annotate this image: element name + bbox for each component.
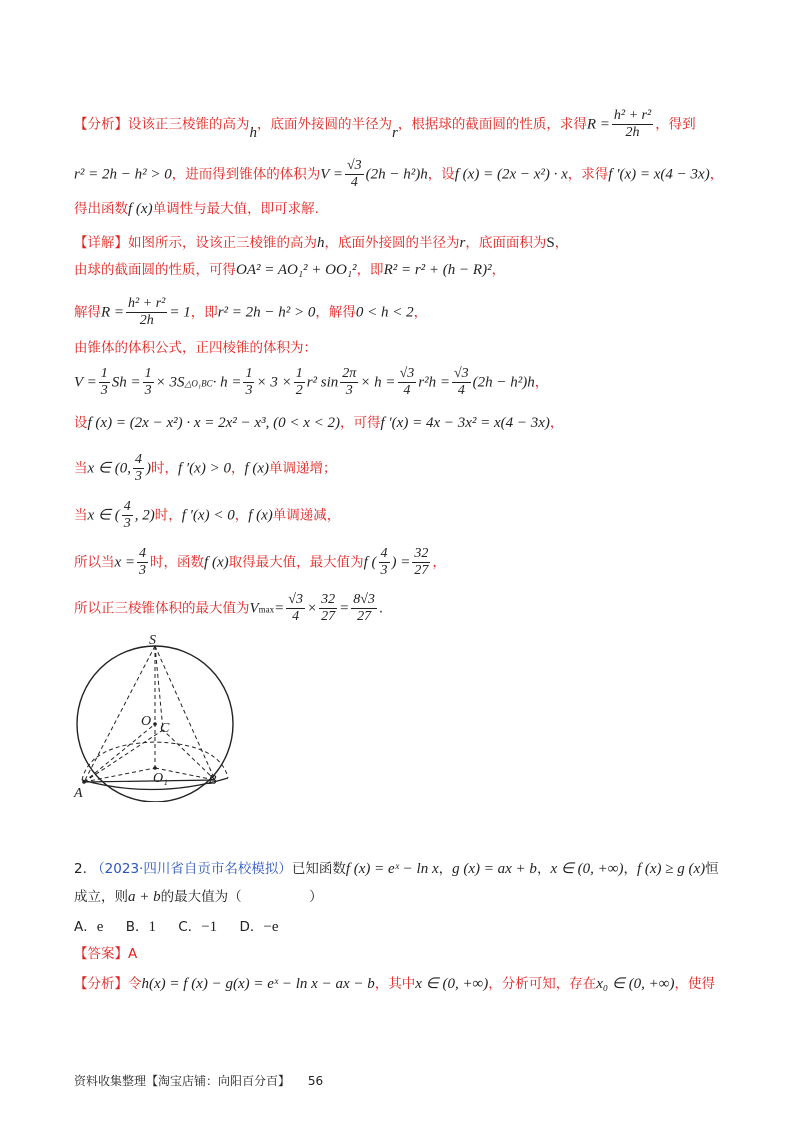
text: 得出函数	[74, 201, 128, 217]
denominator: 27	[321, 609, 336, 624]
numerator: √3	[399, 366, 415, 381]
fraction	[351, 592, 377, 625]
detail-line-9	[74, 414, 563, 432]
fraction	[243, 366, 254, 399]
text: 已知函数	[291, 861, 346, 877]
denominator: 27	[414, 563, 429, 578]
text: ，	[413, 304, 428, 321]
text: 当	[74, 507, 88, 524]
option-D[interactable]	[239, 919, 278, 935]
math: f (x)	[204, 554, 229, 571]
question-2-options	[74, 918, 279, 936]
math: x ∈ (0, +∞)	[550, 861, 624, 877]
question-2-line-1	[74, 860, 719, 878]
text: 成立，则	[74, 889, 128, 905]
math: =	[339, 600, 350, 617]
text: ，求得	[567, 166, 609, 183]
text: ，即	[356, 262, 384, 278]
numerator: 4	[134, 452, 142, 467]
fraction	[340, 366, 358, 399]
text: ，底面外接圆的半径为	[257, 116, 392, 133]
footer-text: 资料收集整理【淘宝店铺：向阳百分百】	[74, 1074, 291, 1088]
option-B[interactable]	[126, 919, 156, 935]
fraction	[133, 452, 144, 485]
numerator: h² + r²	[613, 108, 652, 123]
edge-AC	[84, 730, 163, 782]
text: ，设	[427, 166, 455, 183]
text: ，底面面积为	[465, 235, 547, 251]
label-A: A	[74, 786, 83, 801]
text: ，	[554, 235, 569, 251]
fraction	[398, 366, 417, 399]
numerator: 4	[123, 499, 131, 514]
denominator: 4	[292, 609, 300, 624]
numerator: 1	[144, 366, 152, 381]
option-label: C．	[178, 919, 202, 935]
fraction	[612, 108, 653, 141]
text: ，	[432, 554, 446, 571]
math: a + b	[128, 889, 161, 905]
math-ineq: 0 < h < 2	[355, 304, 414, 321]
denominator: 2h	[139, 313, 154, 328]
fraction	[452, 366, 471, 399]
numerator: 1	[100, 366, 108, 381]
numerator: 1	[295, 366, 303, 381]
math: = 1	[169, 304, 191, 321]
denominator: 3	[345, 383, 353, 398]
analysis-line-2	[74, 158, 723, 191]
math: Sh =	[111, 374, 141, 391]
text: ，解得	[315, 304, 356, 321]
numerator: 4	[380, 546, 388, 561]
math: f (	[363, 554, 377, 571]
detail-line-7	[74, 340, 317, 356]
math-f: f (x) = (2x − x²) · x	[454, 166, 568, 183]
text: ，可得	[339, 415, 381, 431]
denominator: 3	[245, 383, 253, 398]
fraction	[122, 499, 133, 532]
text: 【分析】令	[74, 976, 142, 992]
text: ，	[438, 861, 453, 877]
numerator: 2π	[342, 366, 357, 381]
label-S: S	[149, 633, 156, 648]
denominator: 4	[457, 383, 465, 398]
option-label: A．	[74, 919, 97, 935]
fraction	[345, 158, 364, 191]
math-eq: r² = 2h − h² > 0	[74, 166, 172, 183]
math-eq: f (x) = (2x − x²) · x = 2x² − x³, (0 < x < 2)	[87, 415, 340, 431]
math: f ′(x) < 0	[181, 507, 235, 524]
label-C: C	[160, 721, 170, 736]
math-subscript: max	[258, 604, 275, 615]
fraction	[137, 546, 148, 579]
question-number: 2.	[74, 861, 87, 877]
point-O	[153, 722, 157, 726]
option-label: D．	[239, 919, 264, 935]
fraction	[143, 366, 154, 399]
math-S: S	[546, 235, 555, 251]
math: x₀ ∈ (0, +∞)	[596, 976, 675, 992]
text: ，	[549, 415, 564, 431]
numerator: 32	[321, 592, 336, 607]
text: 单调性与最大值，即可求解.	[152, 201, 319, 217]
denominator: 3	[380, 563, 388, 578]
text: ，即	[190, 304, 218, 321]
text: 单调递减，	[272, 507, 341, 524]
option-value: 1	[148, 919, 156, 935]
text: ，得到	[655, 116, 696, 133]
label-O1: O₁	[153, 771, 168, 786]
text: 时，	[154, 507, 182, 524]
point-A	[82, 780, 86, 784]
numerator: 1	[245, 366, 253, 381]
math: (2h − h²)h	[472, 374, 535, 391]
numerator: 8√3	[353, 592, 375, 607]
text: 所以正三棱锥体积的最大值为	[74, 600, 250, 617]
detail-line-12	[74, 546, 446, 579]
text: ，	[534, 374, 549, 391]
denominator: 3	[123, 516, 131, 531]
text: ，分析可知，存在	[488, 976, 597, 992]
text: 单调递增；	[269, 460, 337, 477]
math-fprime: f ′(x) = x(4 − 3x)	[608, 166, 710, 183]
analysis-line-3	[74, 200, 319, 218]
math: ) =	[391, 554, 411, 571]
fraction	[286, 592, 305, 625]
text: ，	[709, 166, 724, 183]
text: .	[378, 600, 384, 617]
text: 取得最大值，最大值为	[228, 554, 364, 571]
segment-AO1	[84, 768, 155, 782]
detail-line-11	[74, 499, 340, 532]
math: (2h − h²)h	[365, 166, 428, 183]
text: 设	[74, 415, 88, 431]
math: x =	[114, 554, 136, 571]
math-r: r	[392, 124, 398, 141]
analysis-last-line	[74, 975, 715, 993]
detail-line-13	[74, 592, 383, 625]
math-R: R =	[586, 116, 610, 133]
option-label: B．	[125, 919, 149, 935]
denominator: 27	[357, 609, 372, 624]
math-h: h	[317, 235, 325, 251]
text: 恒	[705, 861, 719, 877]
math: r²h =	[418, 374, 450, 391]
denominator: 3	[134, 469, 142, 484]
math: x ∈ (0, +∞)	[415, 976, 489, 992]
math-R: R =	[101, 304, 125, 321]
numerator: h² + r²	[128, 296, 166, 311]
math: =	[274, 600, 285, 617]
detail-line-4	[74, 234, 568, 252]
math: V =	[74, 374, 97, 391]
text: ，进而得到锥体的体积为	[171, 166, 321, 183]
numerator: 4	[139, 546, 147, 561]
math: f (x) ≥ g (x)	[636, 861, 706, 877]
text: 由锥体的体积公式，正四棱锥的体积为：	[74, 340, 317, 356]
denominator: 4	[350, 175, 358, 190]
detail-line-5	[74, 261, 505, 279]
page-number: 56	[307, 1074, 324, 1088]
text: 时，	[150, 460, 178, 477]
text: 时，函数	[150, 554, 205, 571]
text: 【详解】如图所示，设该正三棱锥的高为	[74, 235, 317, 251]
denominator: 2h	[625, 125, 640, 140]
option-A[interactable]	[74, 919, 103, 935]
edge-AB	[84, 780, 215, 782]
math: V	[249, 600, 259, 617]
answer-line: 【答案】A	[74, 946, 138, 962]
denominator: 3	[100, 383, 108, 398]
text: ，其中	[374, 976, 416, 992]
text: 所以当	[74, 554, 115, 571]
fraction	[294, 366, 305, 399]
math: · h =	[212, 374, 242, 391]
text: ，使得	[674, 976, 715, 992]
math: × h =	[360, 374, 396, 391]
detail-line-8	[74, 366, 548, 399]
denominator: 3	[144, 383, 152, 398]
text: 【分析】设该正三棱锥的高为	[74, 116, 250, 133]
math: × 3S	[155, 374, 185, 391]
math-eq: r² = 2h − h² > 0	[217, 304, 316, 321]
text: ，	[230, 460, 245, 477]
math: h(x) = f (x) − g(x) = eˣ − ln x − ax − b	[141, 976, 375, 992]
math-eq: f ′(x) = 4x − 3x² = x(4 − 3x)	[380, 415, 550, 431]
text: ，	[536, 861, 551, 877]
math: , 2)	[134, 507, 155, 524]
question-source-tag: （2023·四川省自贡市名校模拟）	[91, 861, 292, 877]
math: ×	[306, 600, 318, 617]
text: 当	[74, 460, 88, 477]
fraction	[412, 546, 430, 579]
math-f: f (x)	[128, 201, 153, 217]
text: 的最大值为（ ）	[160, 889, 323, 905]
text: 解得	[74, 304, 101, 321]
math: g (x) = ax + b	[452, 861, 537, 877]
math-V: V =	[320, 166, 343, 183]
numerator: √3	[288, 592, 303, 607]
math: f (x)	[244, 460, 270, 477]
numerator: √3	[346, 158, 362, 173]
fraction	[379, 546, 390, 579]
detail-line-6	[74, 296, 427, 329]
label-O: O	[141, 714, 152, 729]
math: × 3 ×	[256, 374, 292, 391]
label-B: B	[208, 773, 217, 788]
math-h: h	[249, 124, 257, 141]
math-r: r	[459, 235, 466, 251]
question-2-line-2	[74, 888, 323, 906]
detail-line-10	[74, 452, 337, 485]
numerator: √3	[453, 366, 469, 381]
math: f (x) = eˣ − ln x	[345, 861, 439, 877]
text: 由球的截面圆的性质，可得	[74, 262, 236, 278]
edge-SB	[155, 646, 215, 780]
edge-SC	[155, 646, 163, 730]
point-O1	[153, 766, 157, 770]
denominator: 3	[139, 563, 147, 578]
text: ，底面外接圆的半径为	[324, 235, 460, 251]
math: x ∈ (	[87, 507, 120, 524]
math: f ′(x) > 0	[177, 460, 231, 477]
math-eq: R² = r² + (h − R)²	[383, 262, 492, 278]
math: f (x)	[248, 507, 273, 524]
math: r² sin	[306, 374, 339, 391]
page-footer	[74, 1072, 323, 1089]
text: ，根据球的截面圆的性质，求得	[397, 116, 587, 133]
analysis-line-1	[74, 108, 696, 141]
numerator: 32	[414, 546, 429, 561]
option-value: e	[96, 919, 104, 935]
denominator: 2	[295, 383, 303, 398]
text: ，	[623, 861, 637, 877]
fraction	[126, 296, 167, 329]
math: x ∈ (0,	[87, 460, 131, 477]
option-value: −e	[263, 919, 279, 935]
text: ，	[491, 262, 506, 278]
option-C[interactable]	[178, 919, 217, 935]
fraction	[99, 366, 110, 399]
option-value: −1	[201, 919, 218, 935]
sphere-pyramid-figure	[70, 632, 250, 802]
math-subscript: △O₁BC	[184, 378, 213, 389]
math: )	[145, 460, 151, 477]
fraction	[319, 592, 337, 625]
text: ，	[234, 507, 249, 524]
denominator: 4	[403, 383, 411, 398]
math-eq: OA² = AO₁² + OO₁²	[236, 262, 357, 278]
